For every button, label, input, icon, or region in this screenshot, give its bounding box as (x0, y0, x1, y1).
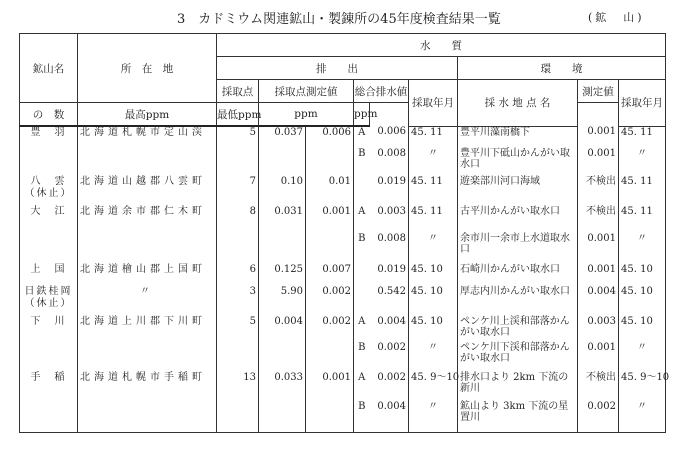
table-row (20, 233, 666, 264)
header-measured: 測定値 (578, 80, 619, 103)
mine-name-cell: 手 稲 (20, 372, 78, 401)
sample-count-cell: 7 (217, 176, 259, 206)
sampling-site-cell: 厚志内川かんがい取水口 (458, 286, 578, 316)
header-water-quality: 水 質 (217, 34, 666, 57)
measured-value-cell: 不検出 (578, 372, 619, 401)
sample-date-cell: 45. 9～10 (409, 372, 458, 401)
max-ppm-cell: 5.90 (259, 286, 306, 316)
header-total-discharge: 総合排水値 (354, 80, 409, 103)
min-ppm-cell: 0.006 (306, 126, 354, 148)
discharge-id-cell (354, 176, 370, 206)
header-environment: 環 境 (458, 57, 666, 80)
sampling-site-cell: 鉱山より 3km 下流の星置川 (458, 401, 578, 432)
table-row (20, 148, 666, 176)
max-ppm-cell: 0.033 (259, 372, 306, 401)
min-ppm-cell (306, 401, 354, 432)
measured-value-cell: 不検出 (578, 206, 619, 233)
header-ppm-env: ppm (354, 103, 370, 127)
table-row (20, 126, 666, 148)
sample-count-cell: 5 (217, 316, 259, 342)
discharge-id-cell: A (354, 316, 370, 342)
measured-value-cell: 0.003 (578, 316, 619, 342)
header-ppm: ppm (259, 103, 354, 127)
location-cell (78, 401, 217, 432)
env-date-cell: 〃 (619, 233, 666, 264)
sampling-site-cell: 排水口より 2km 下流の新川 (458, 372, 578, 401)
min-ppm-cell: 0.01 (306, 176, 354, 206)
mine-name-cell (20, 148, 78, 176)
sample-count-cell: 13 (217, 372, 259, 401)
table-row (20, 372, 666, 401)
sampling-site-cell: 遊楽部川河口海域 (458, 176, 578, 206)
title-category: (鉱 山) (588, 11, 645, 24)
env-date-cell: 〃 (619, 342, 666, 372)
min-ppm-cell: 0.002 (306, 316, 354, 342)
mine-name-cell (20, 401, 78, 432)
location-cell: 北海道山越郡八雲町 (78, 176, 217, 206)
discharge-id-cell (354, 264, 370, 286)
sampling-site-cell: 石崎川かんがい取水口 (458, 264, 578, 286)
sample-date-cell: 〃 (409, 342, 458, 372)
measured-value-cell: 0.004 (578, 286, 619, 316)
table-row (20, 286, 666, 316)
table-row (20, 401, 666, 432)
header-location: 所 在 地 (78, 34, 217, 103)
measured-value-cell: 0.001 (578, 126, 619, 148)
max-ppm-cell: 0.037 (259, 126, 306, 148)
table-row (20, 206, 666, 233)
sample-date-cell: 45. 10 (409, 316, 458, 342)
mine-name-cell: 豊 羽 (20, 126, 78, 148)
table-row (20, 316, 666, 342)
header-count: の 数 (20, 103, 78, 127)
header-effluent: 排 出 (217, 57, 458, 80)
discharge-id-cell: B (354, 148, 370, 176)
sample-date-cell: 45. 10 (409, 264, 458, 286)
max-ppm-cell (259, 148, 306, 176)
discharge-id-cell: A (354, 206, 370, 233)
measured-value-cell: 0.002 (578, 401, 619, 432)
sampling-site-cell: 余市川一余市上水道取水口 (458, 233, 578, 264)
location-cell (78, 233, 217, 264)
sample-count-cell (217, 401, 259, 432)
sample-date-cell: 〃 (409, 401, 458, 432)
mine-name-cell: 日鉄桂岡 （休止） (20, 286, 78, 316)
inspection-results-table (19, 33, 670, 433)
table-row (20, 264, 666, 286)
min-ppm-cell: 0.007 (306, 264, 354, 286)
total-discharge-cell: 0.002 (377, 342, 406, 353)
total-discharge-cell: 0.002 (377, 372, 406, 383)
header-sample-date: 採取年月 (409, 80, 458, 127)
measured-value-cell: 0.001 (578, 264, 619, 286)
env-date-cell: 45. 11 (619, 206, 666, 233)
location-cell: 北海道札幌市手稲町 (78, 372, 217, 401)
min-ppm-cell (306, 342, 354, 372)
discharge-id-cell (354, 286, 370, 316)
sampling-site-cell: 豊平川藻南橋下 (458, 126, 578, 148)
discharge-id-cell: B (354, 401, 370, 432)
discharge-id-cell: B (354, 233, 370, 264)
table-row (20, 342, 666, 372)
sample-date-cell: 45. 10 (409, 286, 458, 316)
header-sample-measured: 採取点測定値 (259, 80, 354, 103)
env-date-cell: 〃 (619, 148, 666, 176)
total-discharge-cell: 0.542 (377, 286, 406, 297)
total-discharge-cell: 0.006 (377, 126, 406, 137)
max-ppm-cell (259, 233, 306, 264)
sample-count-cell: 5 (217, 126, 259, 148)
table-row (20, 176, 666, 206)
total-discharge-cell: 0.019 (377, 176, 406, 187)
location-cell: 北海道余市郡仁木町 (78, 206, 217, 233)
title-main: 3 カドミウム関連鉱山・製錬所の45年度検査結果一覧 (177, 12, 501, 27)
sampling-site-cell: 豊平川下砥山かんがい取水口 (458, 148, 578, 176)
max-ppm-cell: 0.004 (259, 316, 306, 342)
max-ppm-cell (259, 401, 306, 432)
sample-date-cell: 〃 (409, 148, 458, 176)
sampling-site-cell: ペンケ川上渓和部落かんがい取水口 (458, 316, 578, 342)
measured-value-cell: 不検出 (578, 176, 619, 206)
env-date-cell: 45. 10 (619, 264, 666, 286)
total-discharge-cell: 0.008 (377, 148, 406, 159)
sample-count-cell: 3 (217, 286, 259, 316)
location-cell (78, 148, 217, 176)
header-max-ppm: 最高ppm (78, 103, 217, 127)
measured-value-cell: 0.001 (578, 342, 619, 372)
min-ppm-cell: 0.002 (306, 286, 354, 316)
sample-date-cell: 45. 11 (409, 176, 458, 206)
sample-date-cell: 45. 11 (409, 126, 458, 148)
measured-value-cell: 0.001 (578, 148, 619, 176)
total-discharge-cell: 0.019 (377, 264, 406, 275)
max-ppm-cell (259, 342, 306, 372)
env-date-cell: 45. 10 (619, 316, 666, 342)
min-ppm-cell: 0.001 (306, 372, 354, 401)
mine-name-cell: 八 雲 （休止） (20, 176, 78, 206)
max-ppm-cell: 0.031 (259, 206, 306, 233)
sample-date-cell: 45. 11 (409, 206, 458, 233)
total-discharge-cell: 0.004 (377, 316, 406, 327)
location-cell (78, 342, 217, 372)
sample-date-cell: 〃 (409, 233, 458, 264)
measured-value-cell: 0.001 (578, 233, 619, 264)
sample-count-cell (217, 342, 259, 372)
min-ppm-cell (306, 233, 354, 264)
min-ppm-cell (306, 148, 354, 176)
discharge-id-cell: A (354, 372, 370, 401)
location-cell: 北海道上川郡下川町 (78, 316, 217, 342)
env-date-cell: 45. 11 (619, 176, 666, 206)
sample-count-cell: 8 (217, 206, 259, 233)
env-date-cell: 45. 11 (619, 126, 666, 148)
header-sample-date-env: 採取年月 (619, 80, 666, 127)
sampling-site-cell: 古平川かんがい取水口 (458, 206, 578, 233)
total-discharge-cell: 0.004 (370, 401, 409, 432)
discharge-id-cell: B (354, 342, 370, 372)
document-title (0, 6, 675, 28)
min-ppm-cell: 0.001 (306, 206, 354, 233)
discharge-id-cell: A (354, 126, 370, 148)
header-mine-name: 鉱山名 (20, 34, 78, 103)
mine-name-cell (20, 233, 78, 264)
max-ppm-cell: 0.10 (259, 176, 306, 206)
sample-count-cell: 6 (217, 264, 259, 286)
mine-name-cell (20, 342, 78, 372)
mine-name-cell: 下 川 (20, 316, 78, 342)
location-cell: 〃 (78, 286, 217, 316)
location-cell: 北海道檜山郡上国町 (78, 264, 217, 286)
location-cell: 北海道札幌市定山渓 (78, 126, 217, 148)
total-discharge-cell: 0.008 (377, 233, 406, 244)
sampling-site-cell: ペンケ川下渓和部落かんがい取水口 (458, 342, 578, 372)
env-date-cell: 45. 10 (619, 286, 666, 316)
env-date-cell: 45. 9～10 (619, 372, 666, 401)
sample-count-cell (217, 148, 259, 176)
max-ppm-cell: 0.125 (259, 264, 306, 286)
header-sampling-site: 採 水 地 点 名 (458, 80, 578, 127)
total-discharge-cell: 0.003 (377, 206, 406, 217)
env-date-cell: 〃 (619, 401, 666, 432)
mine-name-cell: 大 江 (20, 206, 78, 233)
mine-name-cell: 上 国 (20, 264, 78, 286)
header-sample-points: 採取点 (217, 80, 259, 103)
sample-count-cell (217, 233, 259, 264)
header-min-ppm: 最低ppm (217, 103, 259, 127)
